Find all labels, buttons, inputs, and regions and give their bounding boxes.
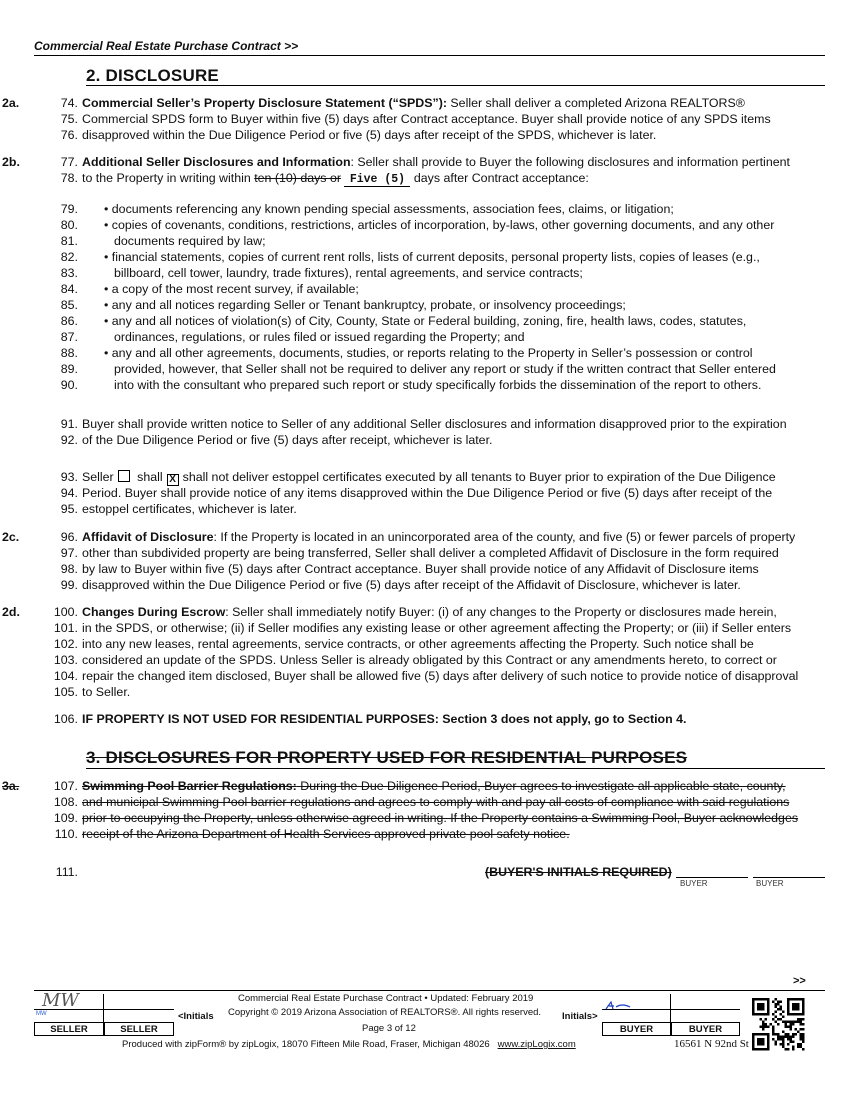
bullet-line: 87. ordinances, regulations, or rules filed or issued regarding the Property; and xyxy=(60,330,525,344)
days-fill-in-field[interactable]: Five (5) xyxy=(344,173,410,187)
buyer-initials-field-2[interactable] xyxy=(753,863,825,878)
line-110: 110. receipt of the Arizona Department of Health Services approved private pool safety notice. xyxy=(54,827,570,841)
section-id-2d: 2d. xyxy=(2,605,20,619)
bullet-line: 89. provided, however, that Seller shall not be required to deliver any report or study if the written contract that Seller entered xyxy=(60,362,776,376)
line-96: 96. Affidavit of Disclosure: If the Property is located in an unincorporated area of the county, and five (5) or fewer parcels of property xyxy=(60,530,796,544)
bullet-line: 82. • financial statements, copies of current rent rolls, lists of current deposits, personal property lists, copies of leases (e.g., xyxy=(60,250,760,264)
buyer-label-footer-2: BUYER xyxy=(671,1022,740,1036)
line-76: 76. disapproved within the Due Diligence Period or five (5) days after receipt of the SPDS, whichever is later. xyxy=(60,128,657,142)
line-100: 100. Changes During Escrow: Seller shall immediately notify Buyer: (i) of any changes to the Property or disclosures made herein, xyxy=(53,605,777,619)
line-103: 103. considered an update of the SPDS. Unless Seller is already obligated by this Contract or any amendments hereto, to correct or xyxy=(53,653,777,667)
buyer-label-1: BUYER xyxy=(680,879,708,888)
buyer-initials-required: (BUYER'S INITIALS REQUIRED) xyxy=(485,865,672,879)
line-94: 94. Period. Buyer shall provide notice of any items disapproved within the Due Diligence Period or five (5) days after receipt of the xyxy=(60,486,773,500)
header-rule xyxy=(34,55,825,56)
next-page-arrow[interactable]: >> xyxy=(793,975,806,987)
section-3-title: 3. DISCLOSURES FOR PROPERTY USED FOR RESIDENTIAL PURPOSES xyxy=(86,748,688,767)
qr-code-icon xyxy=(752,998,808,1054)
section-3-rule xyxy=(86,768,825,769)
bullet-line: 81. documents required by law; xyxy=(60,234,266,248)
section-2-rule xyxy=(86,85,825,86)
seller-label-2: SELLER xyxy=(104,1022,174,1036)
buyer-label-2: BUYER xyxy=(756,879,784,888)
buyer-initials-field-1[interactable] xyxy=(676,863,748,878)
seller-shall-checkbox[interactable] xyxy=(118,470,130,482)
bullet-line: 84. • a copy of the most recent survey, if available; xyxy=(60,282,359,296)
line-111: 111. xyxy=(55,865,78,879)
line-91: 91. Buyer shall provide written notice to Seller of any additional Seller disclosures and information disapproved prior to the expiration xyxy=(60,417,787,431)
line-107: 107. Swimming Pool Barrier Regulations: During the Due Diligence Period, Buyer agrees to investigate all applicable state, county, xyxy=(53,779,786,793)
line-109: 109. prior to occupying the Property, unless otherwise agreed in writing. If the Property contains a Swimming Pool, Buyer acknowledges xyxy=(53,811,799,825)
line-106: 106. IF PROPERTY IS NOT USED FOR RESIDENTIAL PURPOSES: Section 3 does not apply, go to Section 4. xyxy=(53,712,687,726)
bullet-line: 85. • any and all notices regarding Seller or Tenant bankruptcy, probate, or insolvency proceedings; xyxy=(60,298,626,312)
seller-label-1: SELLER xyxy=(34,1022,104,1036)
buyer-label-footer-1: BUYER xyxy=(602,1022,671,1036)
initials-right-label: Initials> xyxy=(562,1011,598,1022)
line-92: 92. of the Due Diligence Period or five (5) days after receipt, whichever is later. xyxy=(60,433,493,447)
seller-initials-signature: MW xyxy=(42,990,79,1011)
seller-shall-not-checkbox[interactable]: X xyxy=(167,474,179,486)
line-101: 101. in the SPDS, or otherwise; (ii) if Seller modifies any existing lease or other agreement affecting the Property; or (iii) if Seller enters xyxy=(53,621,792,635)
buyer-initials-divider xyxy=(670,994,671,1022)
bullet-line: 90. into with the consultant who prepared such report or study specifically forbids the dissemination of the report to others. xyxy=(60,378,762,392)
section-id-3a: 3a. xyxy=(2,779,20,793)
footer-copyright: Copyright © 2019 Arizona Association of REALTORS®. All rights reserved. xyxy=(228,1007,542,1018)
bullet-line: 79. • documents referencing any known pending special assessments, association fees, claims, or litigation; xyxy=(60,202,674,216)
line-99: 99. disapproved within the Due Diligence Period or five (5) days after receipt of the Affidavit of Disclosure, whichever is later. xyxy=(60,578,741,592)
line-105: 105. to Seller. xyxy=(53,685,131,699)
line-108: 108. and municipal Swimming Pool barrier regulations and agrees to comply with and pay all costs of compliance with said regulations xyxy=(53,795,790,809)
document-header: Commercial Real Estate Purchase Contract >> xyxy=(34,39,299,53)
line-98: 98. by law to Buyer within five (5) days after Contract acceptance. Buyer shall provide notice of any Affidavit of Disclosure items xyxy=(60,562,759,576)
seller-initials-small: MW xyxy=(36,1011,47,1017)
line-104: 104. repair the changed item disclosed, Buyer shall be allowed five (5) days after delivery of such notice to provide notice of disapproval xyxy=(53,669,799,683)
line-74: 74. Commercial Seller’s Property Disclosure Statement (“SPDS”): Seller shall deliver a completed Arizona REALTORS® xyxy=(60,96,745,110)
initials-left-label: <Initials xyxy=(178,1011,214,1022)
line-93: 93. Seller shall X shall not deliver estoppel certificates executed by all tenants to Buyer prior to expiration of the Due Diligence xyxy=(60,470,776,485)
section-id-2b: 2b. xyxy=(2,155,20,169)
footer-rule xyxy=(34,990,825,991)
bullet-line: 83. billboard, cell tower, laundry, trade fixtures), rental agreements, and service contracts; xyxy=(60,266,583,280)
section-2-title: 2. DISCLOSURE xyxy=(86,66,219,85)
line-78: 78. to the Property in writing within ten (10) days or Five (5) days after Contract acceptance: xyxy=(60,171,589,186)
seller-initials-line xyxy=(34,1009,174,1010)
footer-form-title: Commercial Real Estate Purchase Contract • Updated: February 2019 xyxy=(238,993,534,1004)
section-id-2c: 2c. xyxy=(2,530,20,544)
footer-produced-with: Produced with zipForm® by zipLogix, 18070 Fifteen Mile Road, Fraser, Michigan 48026 www.zipLogix.com xyxy=(122,1039,576,1050)
ziplogix-link[interactable]: www.zipLogix.com xyxy=(497,1039,576,1050)
line-97: 97. other than subdivided property are being transferred, Seller shall deliver a completed Affidavit of Disclosure in the form required xyxy=(60,546,779,560)
line-95: 95. estoppel certificates, whichever is later. xyxy=(60,502,297,516)
footer-page-number: Page 3 of 12 xyxy=(362,1023,416,1034)
bullet-line: 88. • any and all other agreements, documents, studies, or reports relating to the Property in Seller’s possession or control xyxy=(60,346,753,360)
property-address: 16561 N 92nd St xyxy=(674,1038,749,1050)
section-id-2a: 2a. xyxy=(2,96,20,110)
buyer-initials-signature xyxy=(604,998,634,1008)
line-77: 77. Additional Seller Disclosures and Information: Seller shall provide to Buyer the following disclosures and information pertinent xyxy=(60,155,790,169)
bullet-line: 80. • copies of covenants, conditions, restrictions, articles of incorporation, by-laws, other governing documents, and any other xyxy=(60,218,775,232)
line-102: 102. into any new leases, rental agreements, service contracts, or other agreements affecting the Property. Such notice shall be xyxy=(53,637,754,651)
bullet-line: 86. • any and all notices of violation(s) of City, County, State or Federal building, zoning, fire, health laws, codes, statutes, xyxy=(60,314,747,328)
line-75: 75. Commercial SPDS form to Buyer within five (5) days after Contract acceptance. Buyer shall provide notice of any SPDS items xyxy=(60,112,771,126)
